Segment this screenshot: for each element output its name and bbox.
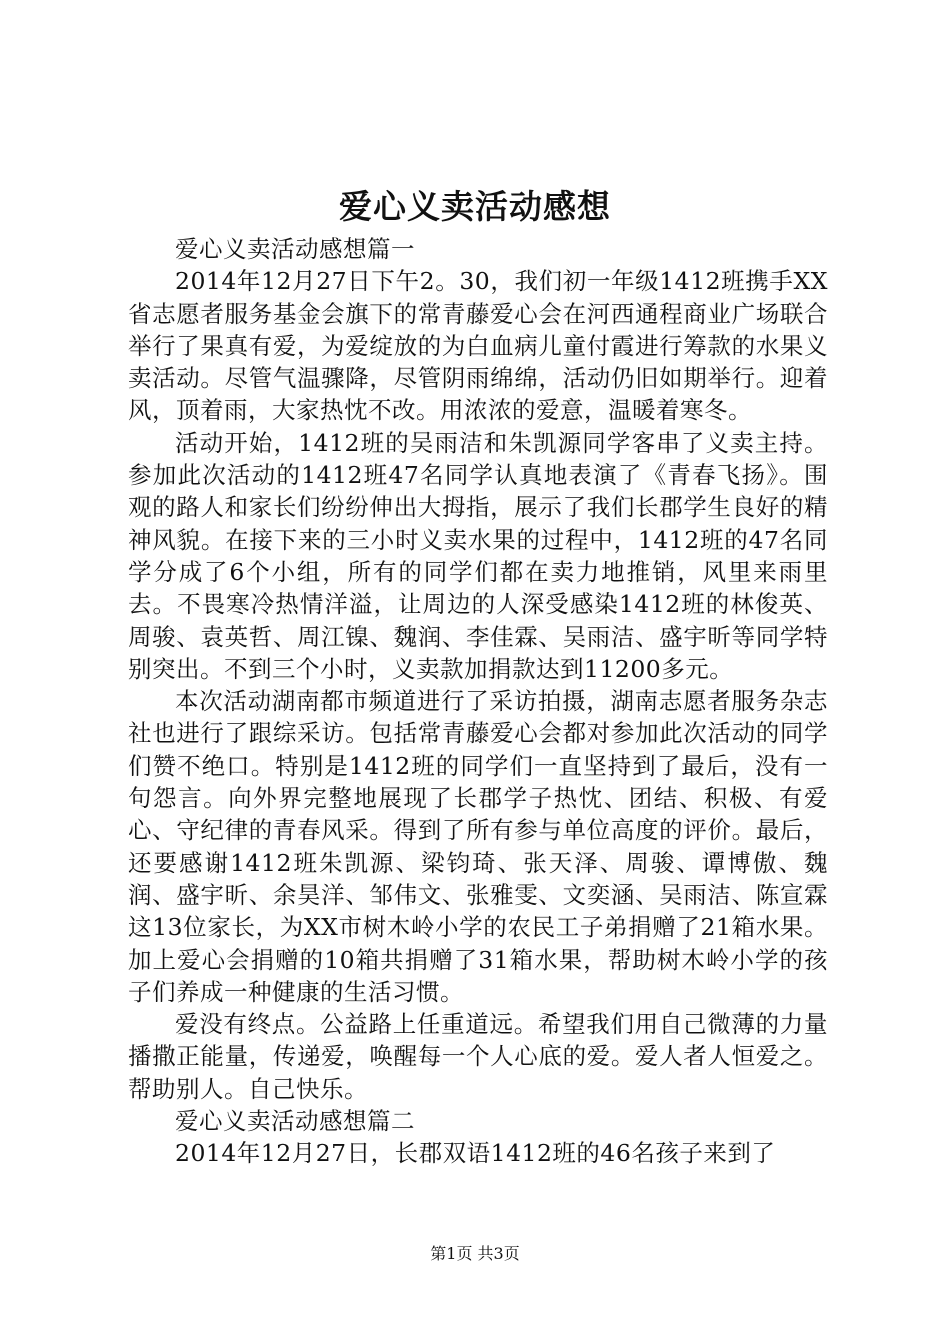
paragraph: 爱没有终点。公益路上任重道远。希望我们用自己微薄的力量播撒正能量，传递爱，唤醒每一个人心底的爱。爱人者人恒爱之。帮助别人。自己快乐。 — [128, 1010, 828, 1103]
paragraph: 2014年12月27日下午2。30，我们初一年级1412班携手XX省志愿者服务基金会旗下的常青藤爱心会在河西通程商业广场联合举行了果真有爱，为爱绽放的为白血病儿童付霞进行筹款的水果义卖活动。尽管气温骤降，尽管阴雨绵绵，活动仍旧如期举行。迎着风，顶着雨，大家热忱不改。用浓浓的爱意，温暖着寒冬。 — [128, 267, 828, 425]
document-title: 爱心义卖活动感想 — [339, 187, 611, 226]
document-body — [128, 233, 828, 1170]
paragraph: 本次活动湖南都市频道进行了采访拍摄，湖南志愿者服务杂志社也进行了跟综采访。包括常青藤爱心会都对参加此次活动的同学们赞不绝口。特别是1412班的同学们一直坚持到了最后，没有一句怨言。向外界完整地展现了长郡学子热忱、团结、积极、有爱心、守纪律的青春风采。得到了所有参与单位高度的评价。最后，还要感谢1412班朱凯源、梁钧琦、张天泽、周骏、谭博傲、魏润、盛宇昕、余昊洋、邹伟文、张雅雯、文奕涵、吴雨洁、陈宣霖这13位家长，为XX市树木岭小学的农民工子弟捐赠了21箱水果。加上爱心会捐赠的10箱共捐赠了31箱水果，帮助树木岭小学的孩子们养成一种健康的生活习惯。 — [128, 687, 828, 1006]
paragraph: 2014年12月27日，长郡双语1412班的46名孩子来到了 — [175, 1139, 776, 1168]
section-heading-1: 爱心义卖活动感想篇一 — [175, 235, 415, 263]
section-heading-2: 爱心义卖活动感想篇二 — [175, 1107, 415, 1136]
page-footer: 第1页 共3页 — [430, 1244, 520, 1263]
paragraph: 活动开始，1412班的吴雨洁和朱凯源同学客串了义卖主持。参加此次活动的1412班47名同学认真地表演了《青春飞扬》。围观的路人和家长们纷纷伸出大拇指，展示了我们长郡学生良好的精神风貌。在接下来的三小时义卖水果的过程中，1412班的47名同学分成了6个小组，所有的同学们都在卖力地推销，风里来雨里去。不畏寒冷热情洋溢，让周边的人深受感染1412班的林俊英、周骏、袁英哲、周江镍、魏润、李佳霖、吴雨洁、盛宇昕等同学特别突出。不到三个小时，义卖款加捐款达到11200多元。 — [128, 428, 828, 683]
